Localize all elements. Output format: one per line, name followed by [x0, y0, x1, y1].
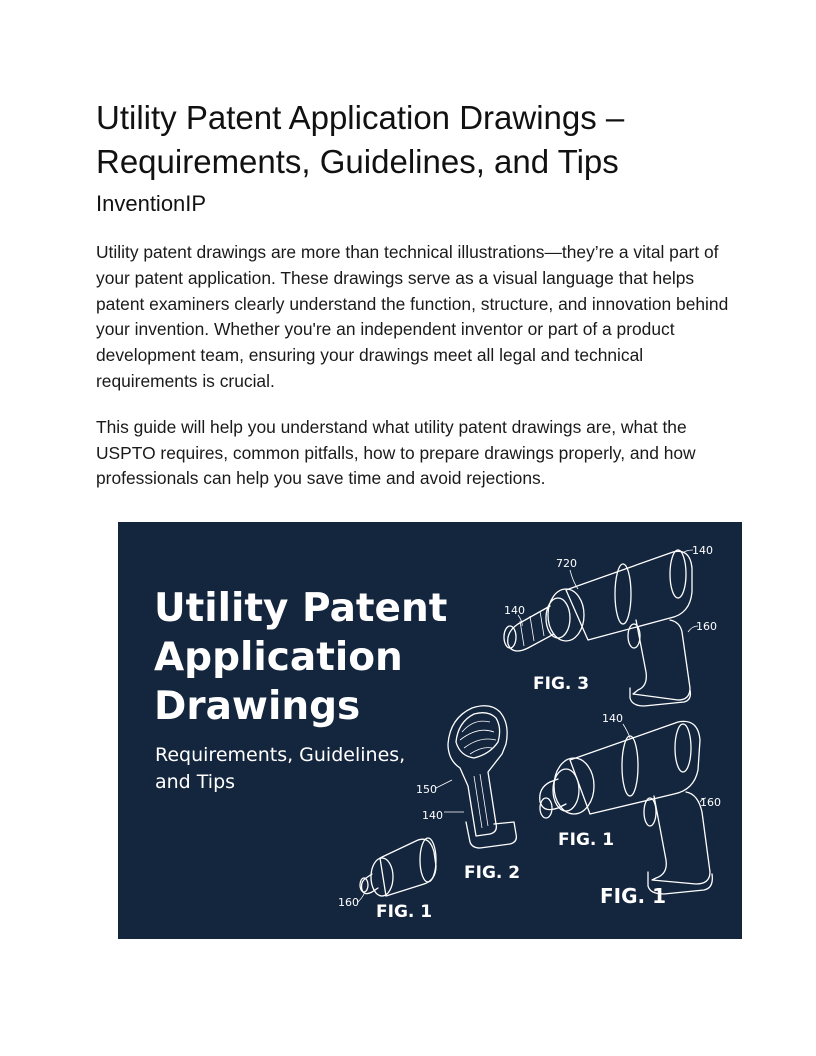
intro-paragraph: Utility patent drawings are more than technical illustrations—they’re a vital part of your patent application. These drawings serve as a visual language that helps patent examiners clearly understand the function, structure, and innovation behind your invention. Whether you're an independent inventor or part of a product development team, ensuring your drawings meet all legal and technical requirements is crucial.: [96, 242, 729, 391]
fig3-ref-140-left: 140: [504, 604, 525, 617]
hero-banner-image: [118, 522, 742, 939]
fig1-small-ref-160: 160: [338, 896, 359, 909]
fig1-drill-drawing: [540, 712, 721, 908]
fig1-ref-160: 160: [700, 796, 721, 809]
fig1-small-label: FIG. 1: [376, 902, 433, 922]
hero-subtitle-line-1: Requirements, Guidelines,: [155, 744, 406, 766]
patent-drawings-illustration: [118, 522, 742, 939]
hero-title-line-2: Application: [154, 635, 403, 680]
document-body: [96, 96, 736, 492]
fig2-handle-drawing: [416, 706, 520, 883]
hero-title-line-1: Utility Patent: [154, 586, 448, 631]
fig2-label: FIG. 2: [464, 863, 521, 883]
title-line-1: Utility Patent Application Drawings –: [96, 99, 625, 136]
fig1-ref-140: 140: [602, 712, 623, 725]
fig1-right-label: FIG. 1: [558, 830, 615, 850]
hero-subtitle-line-2: and Tips: [155, 771, 236, 793]
fig3-ref-140-top: 140: [692, 544, 713, 557]
fig3-drill-drawing: [504, 544, 717, 706]
guide-paragraph: This guide will help you understand what utility patent drawings are, what the USPTO requires, common pitfalls, how to prepare drawings properly, and how professionals can help you save time and avoid rejections.: [96, 416, 696, 489]
fig3-ref-160: 160: [696, 620, 717, 633]
page-title: [96, 96, 736, 184]
fig2-ref-150: 150: [416, 783, 437, 796]
fig3-ref-720: 720: [556, 557, 577, 570]
fig1-bottom-right-label: FIG. 1: [600, 884, 666, 908]
fig1-chuck-drawing: [338, 838, 436, 922]
fig2-ref-140: 140: [422, 809, 443, 822]
hero-title-line-3: Drawings: [154, 684, 361, 729]
title-line-2: Requirements, Guidelines, and Tips: [96, 143, 619, 180]
fig3-label: FIG. 3: [533, 674, 590, 694]
author-name: InventionIP: [96, 191, 207, 216]
